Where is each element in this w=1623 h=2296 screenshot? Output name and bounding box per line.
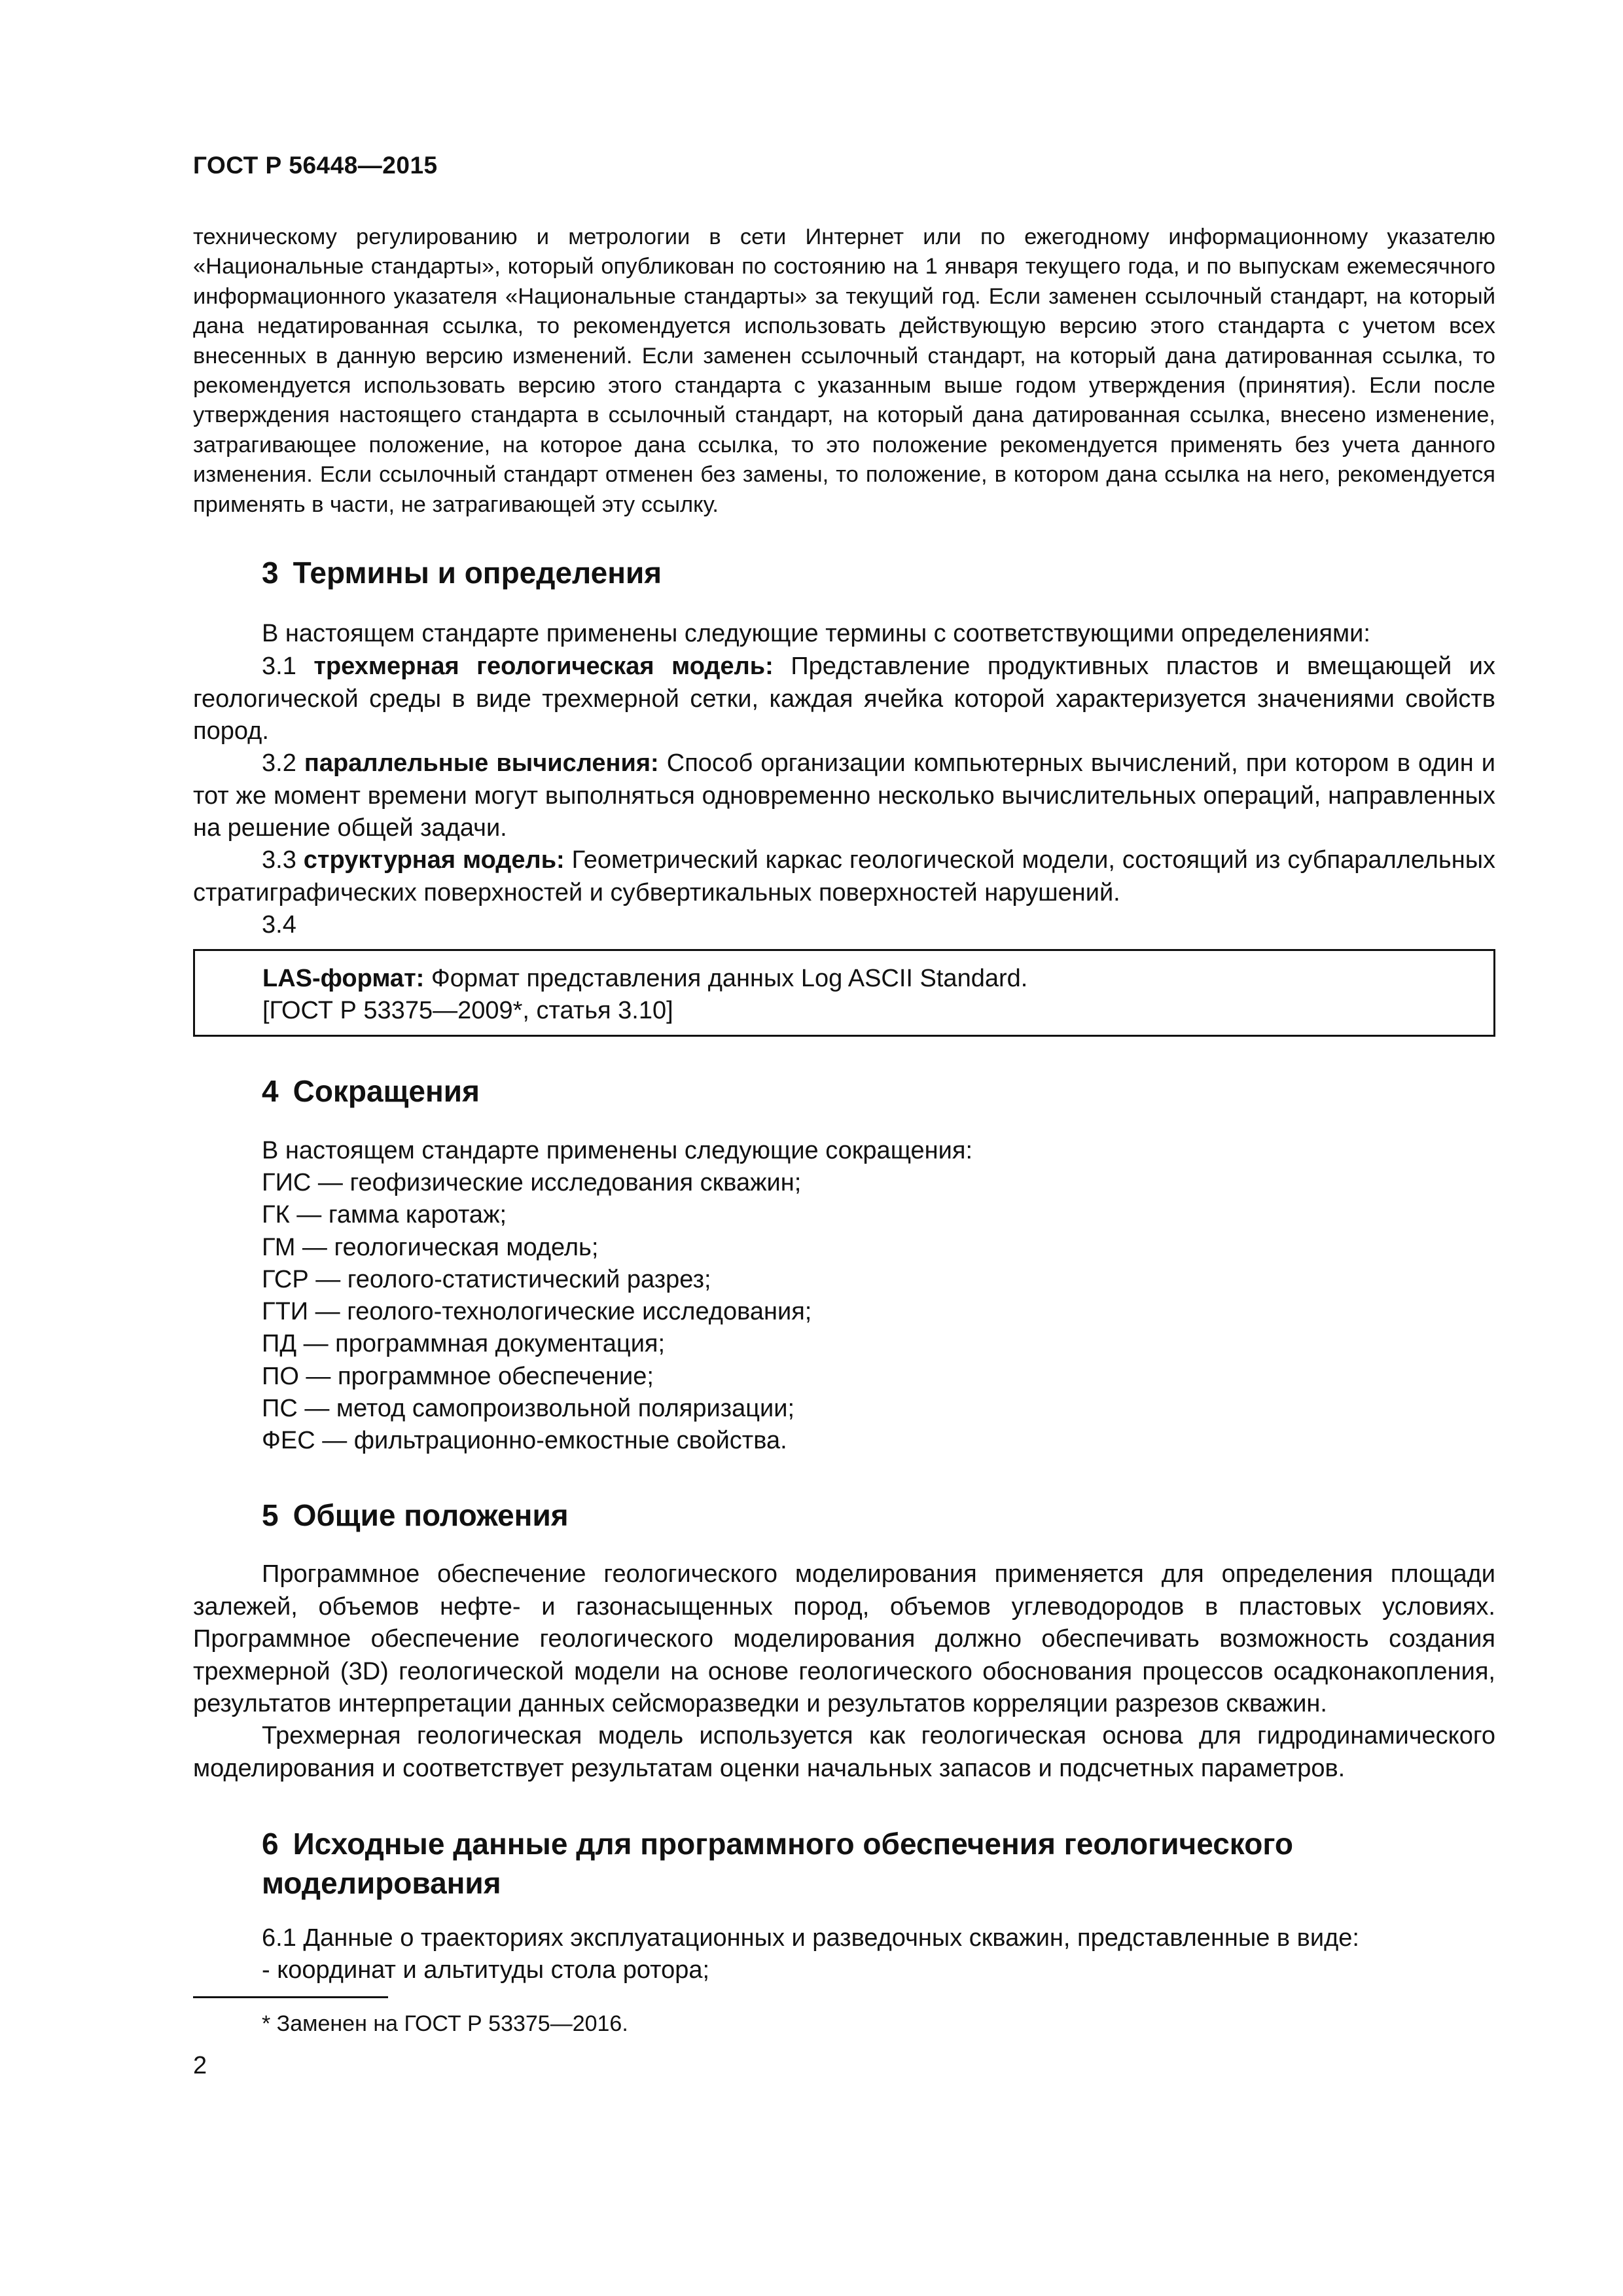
section-3-heading bbox=[262, 553, 662, 592]
item-6-1: 6.1 Данные о траекториях эксплуатационных и разведочных скважин, представленные в виде: bbox=[262, 1924, 1359, 1952]
term-definition: Формат представления данных Log ASCII Standard. bbox=[431, 965, 1028, 992]
section-3-intro: В настоящем стандарте применены следующие термины с соответствующими определениями: bbox=[262, 620, 1370, 647]
section-6-heading-cont: моделирования bbox=[262, 1866, 501, 1900]
section-5-paragraph-2: Трехмерная геологическая модель используется как геологическая основа для гидродинамического моделирования и соответствует результатам оценки начальных запасов и подсчетных параметров. bbox=[193, 1722, 1495, 1782]
footnote-separator bbox=[193, 1996, 388, 1998]
term-3-3 bbox=[193, 844, 1495, 909]
boxed-term-line bbox=[262, 963, 1027, 996]
section-title: Исходные данные для программного обеспечения геологического bbox=[293, 1827, 1293, 1861]
section-4-intro: В настоящем стандарте применены следующие сокращения: bbox=[262, 1137, 973, 1164]
section-4-heading bbox=[262, 1071, 480, 1111]
section-5-heading bbox=[262, 1496, 569, 1535]
term-definition: Геометрический каркас геологической модели, состоящий из субпараллельных стратиграфических поверхностей и субвертикальных поверхностей нарушений. bbox=[193, 846, 1496, 906]
term-3-4-number: 3.4 bbox=[262, 911, 296, 939]
term-3-1 bbox=[193, 651, 1495, 748]
abbreviation-item: ГК — гамма каротаж; bbox=[262, 1201, 507, 1229]
item-6-1-sub: - координат и альтитуды стола ротора; bbox=[262, 1956, 710, 1984]
term-definition: Способ организации компьютерных вычислений, при котором в один и тот же момент времени могут выполняться одновременно несколько вычислительных операций, направленных на решение общей задачи. bbox=[193, 749, 1495, 842]
section-number: 6 bbox=[262, 1827, 279, 1861]
section-title: Термины и определения bbox=[293, 556, 662, 590]
term-3-2 bbox=[193, 747, 1495, 845]
term-number: 3.3 bbox=[262, 846, 296, 874]
section-title: Общие положения bbox=[293, 1498, 569, 1532]
term-3-4-box bbox=[193, 949, 1495, 1037]
intro-paragraph: техническому регулированию и метрологии в сети Интернет или по ежегодному информационному указателю «Национальные стандарты», который опубликован по состоянию на 1 января текущего года, и по выпускам ежемесячного информационного указателя «Национальные стандарты» за текущий год. Если заменен ссылочный стандарт, на который дана недатированная ссылка, то рекомендуется использовать действующую версию этого стандарта с учетом всех внесенных в данную версию изменений. Если заменен ссылочный стандарт, на который дана датированная ссылка, то рекомендуется использовать версию этого стандарта с указанным выше годом утверждения (принятия). Если после утверждения настоящего стандарта в ссылочный стандарт, на который дана датированная ссылка, внесено изменение, затрагивающее положение, на которое дана ссылка, то это положение рекомендуется применять без учета данного изменения. Если ссылочный стандарт отменен без замены, то положение, в котором дана ссылка на него, рекомендуется применять в части, не затрагивающей эту ссылку. bbox=[193, 224, 1495, 517]
abbreviation-item: ГСР — геолого-статистический разрез; bbox=[262, 1266, 711, 1293]
abbreviation-item: ГМ — геологическая модель; bbox=[262, 1234, 599, 1261]
section-5-paragraph-1: Программное обеспечение геологического моделирования применяется для определения площади залежей, объемов нефте- и газонасыщенных пород, объемов углеводородов в пластовых условиях. Программное обеспечение геологического моделирования должно обеспечивать возможность создания трехмерной (3D) геологической модели на основе геологического обоснования процессов осадконакопления, результатов интерпретации данных сейсморазведки и результатов корреляции разрезов скважин. bbox=[193, 1560, 1495, 1717]
section-number: 5 bbox=[262, 1498, 279, 1532]
abbreviation-item: ПО — программное обеспечение; bbox=[262, 1363, 654, 1390]
section-title: Сокращения bbox=[293, 1074, 480, 1108]
term-name: LAS-формат: bbox=[262, 965, 425, 992]
section-number: 3 bbox=[262, 556, 279, 590]
abbreviation-item: ГТИ — геолого-технологические исследования; bbox=[262, 1298, 812, 1325]
term-name: параллельные вычисления: bbox=[304, 749, 659, 777]
term-definition: Представление продуктивных пластов и вмещающей их геологической среды в виде трехмерной сетки, каждая ячейка которой характеризуется значениями свойств пород. bbox=[193, 653, 1495, 745]
document-header: ГОСТ Р 56448—2015 bbox=[193, 152, 438, 179]
abbreviation-item: ПД — программная документация; bbox=[262, 1330, 666, 1357]
footnote: * Заменен на ГОСТ Р 53375—2016. bbox=[262, 2011, 628, 2036]
abbreviation-item: ПС — метод самопроизвольной поляризации; bbox=[262, 1395, 795, 1422]
term-source: [ГОСТ Р 53375—2009*, статья 3.10] bbox=[262, 997, 673, 1024]
term-name: трехмерная геологическая модель: bbox=[313, 653, 774, 680]
abbreviation-item: ФЕС — фильтрационно-емкостные свойства. bbox=[262, 1427, 787, 1454]
term-number: 3.2 bbox=[262, 749, 296, 777]
page-number: 2 bbox=[193, 2052, 207, 2079]
term-name: структурная модель: bbox=[303, 846, 565, 874]
term-number: 3.1 bbox=[262, 653, 296, 680]
abbreviation-item: ГИС — геофизические исследования скважин; bbox=[262, 1169, 802, 1196]
section-number: 4 bbox=[262, 1074, 279, 1108]
section-6-heading bbox=[262, 1824, 1293, 1863]
